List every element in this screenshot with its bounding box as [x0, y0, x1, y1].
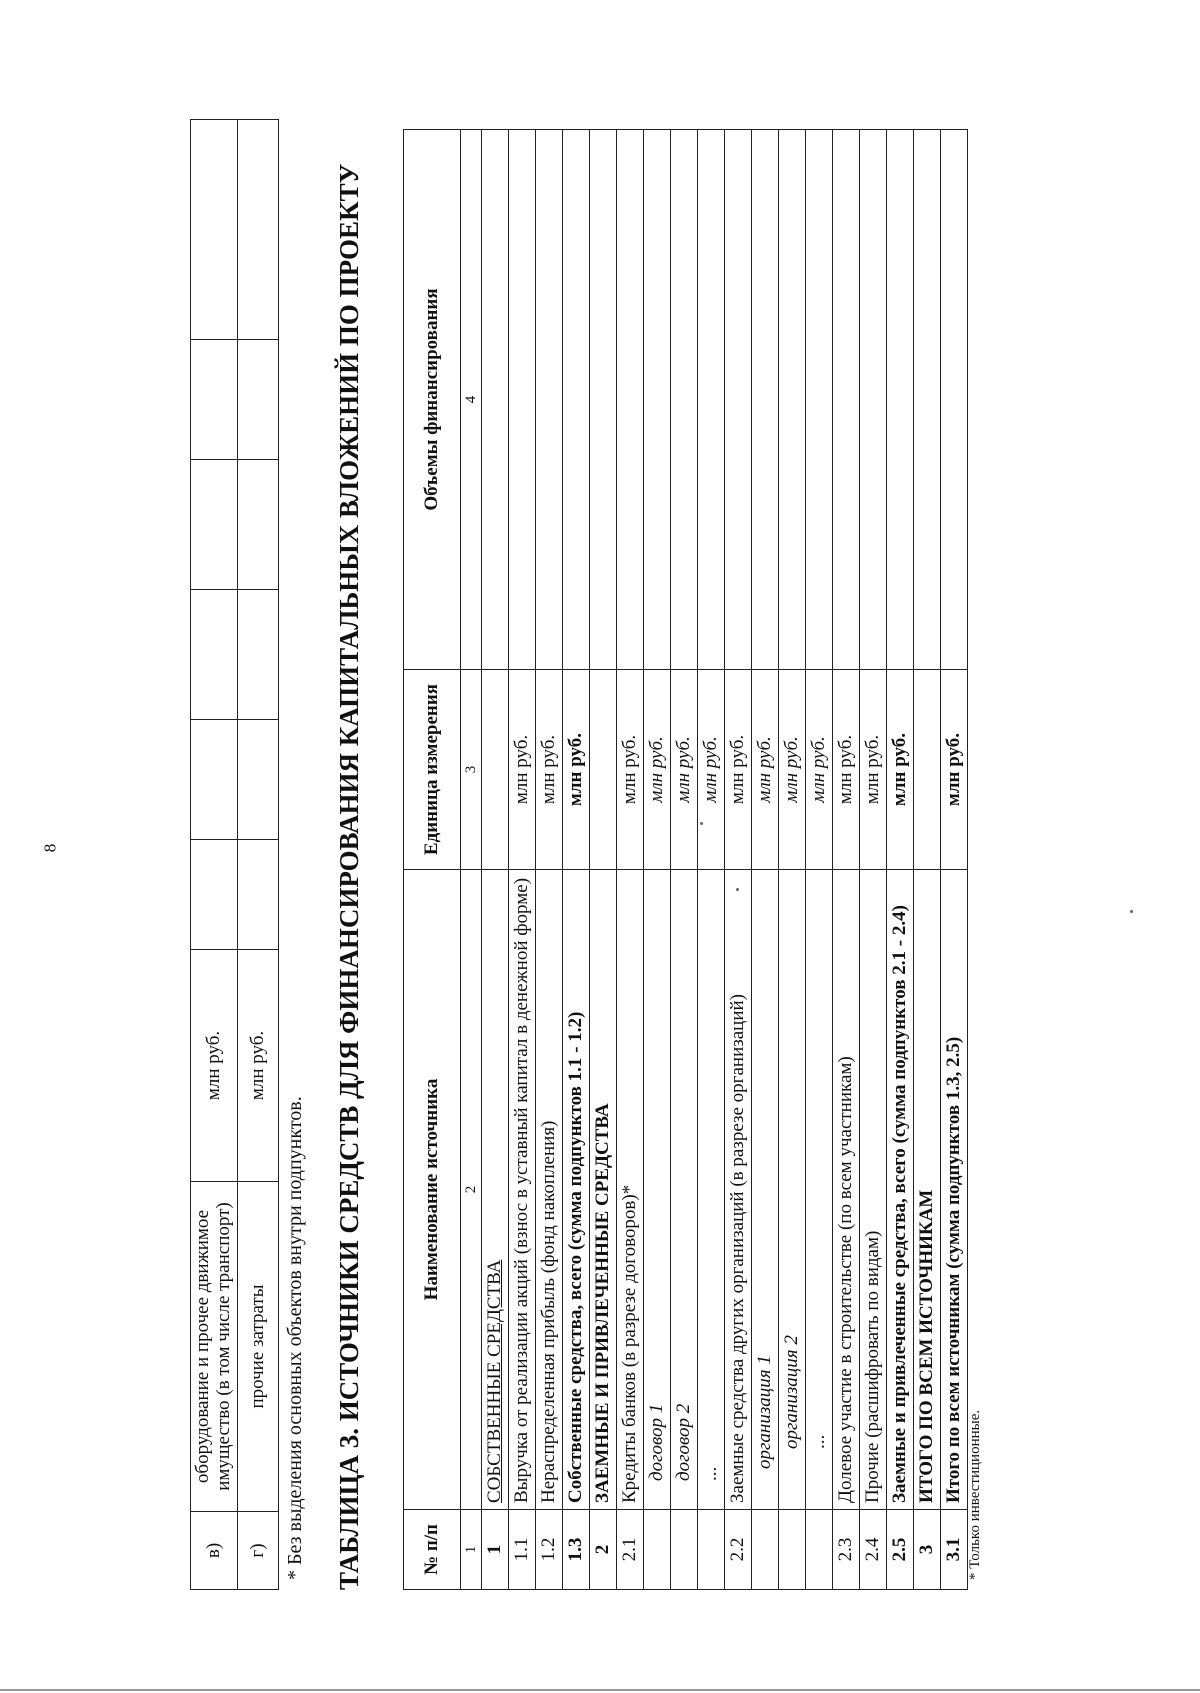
- empty-cell: [238, 590, 279, 720]
- row-name: Долевое участие в строительстве (по всем участникам): [833, 870, 860, 1510]
- empty-cell: [191, 120, 238, 340]
- row-number: 2.1: [617, 1510, 644, 1590]
- scan-dot: [1130, 910, 1133, 913]
- row-number: 2: [590, 1510, 617, 1590]
- row-volume: [860, 130, 887, 670]
- footnote-table-2: * Без выделения основных объектов внутри подпунктов.: [284, 1096, 306, 1580]
- row-unit: млн руб.: [191, 950, 238, 1182]
- row-unit: млн руб.: [860, 670, 887, 870]
- row-number: 1.2: [536, 1510, 563, 1590]
- row-unit: млн руб.: [563, 670, 590, 870]
- table-row: [833, 130, 860, 1590]
- table-row: [671, 130, 698, 1590]
- row-volume: [779, 130, 806, 670]
- empty-cell: [191, 460, 238, 590]
- row-unit: [914, 670, 941, 870]
- row-unit: млн руб.: [806, 670, 833, 870]
- row-unit: [590, 670, 617, 870]
- row-volume: [941, 130, 968, 670]
- table-row: [563, 130, 590, 1590]
- row-volume: [644, 130, 671, 670]
- row-number: 2.4: [860, 1510, 887, 1590]
- empty-cell: [238, 460, 279, 590]
- row-volume: [509, 130, 536, 670]
- row-number: 3: [914, 1510, 941, 1590]
- row-number: 2.5: [887, 1510, 914, 1590]
- row-number: [698, 1510, 725, 1590]
- row-number: [806, 1510, 833, 1590]
- row-name: договор 1: [644, 870, 671, 1510]
- empty-cell: [238, 340, 279, 460]
- table-row: [590, 130, 617, 1590]
- table-row: [644, 130, 671, 1590]
- row-name: прочие затраты: [238, 1182, 279, 1512]
- row-name: организация 2: [779, 870, 806, 1510]
- row-unit: млн руб.: [941, 670, 968, 870]
- column-number: 3: [461, 670, 482, 870]
- row-number: 1.3: [563, 1510, 590, 1590]
- table-header-row: [404, 130, 461, 1590]
- row-name: Заемные и привлеченные средства, всего (сумма подпунктов 2.1 - 2.4): [887, 870, 914, 1510]
- page-bottom-edge: [0, 1689, 1200, 1691]
- row-number: 3.1: [941, 1510, 968, 1590]
- header-unit: Единица измерения: [404, 670, 461, 870]
- row-unit: млн руб.: [238, 950, 279, 1182]
- row-volume: [806, 130, 833, 670]
- row-unit: млн руб.: [779, 670, 806, 870]
- row-name: договор 2: [671, 870, 698, 1510]
- row-number: 2.2: [725, 1510, 752, 1590]
- row-number: 1.1: [509, 1510, 536, 1590]
- scan-dot: [700, 822, 703, 825]
- empty-cell: [238, 120, 279, 340]
- table-row: [806, 130, 833, 1590]
- row-unit: млн руб.: [887, 670, 914, 870]
- row-name: ...: [806, 870, 833, 1510]
- table-2-tail: [190, 119, 279, 1590]
- row-name: организация 1: [752, 870, 779, 1510]
- footnote-table-3: * Только инвестиционные.: [967, 1409, 983, 1580]
- row-number: [644, 1510, 671, 1590]
- row-name: ЗАЕМНЫЕ И ПРИВЛЕЧЕННЫЕ СРЕДСТВА: [590, 870, 617, 1510]
- row-volume: [617, 130, 644, 670]
- row-name: оборудование и прочее движимое имущество (в том числе транспорт): [191, 1182, 238, 1512]
- table-row: [536, 130, 563, 1590]
- table-row: [914, 130, 941, 1590]
- row-unit: млн руб.: [644, 670, 671, 870]
- row-name: Собственные средства, всего (сумма подпунктов 1.1 - 1.2): [563, 870, 590, 1510]
- empty-cell: [238, 720, 279, 840]
- row-name: СОБСТВЕННЫЕ СРЕДСТВА: [482, 870, 509, 1510]
- row-name: Итого по всем источникам (сумма подпунктов 1.3, 2.5): [941, 870, 968, 1510]
- row-name: ...: [698, 870, 725, 1510]
- table-row: [191, 120, 238, 1590]
- row-volume: [725, 130, 752, 670]
- row-name: Кредиты банков (в разрезе договоров)*: [617, 870, 644, 1510]
- row-unit: млн руб.: [617, 670, 644, 870]
- row-volume: [887, 130, 914, 670]
- row-volume: [914, 130, 941, 670]
- rotated-content: [150, 120, 1030, 1650]
- row-number: г): [238, 1512, 279, 1590]
- row-name: Выручка от реализации акций (взнос в уставный капитал в денежной форме): [509, 870, 536, 1510]
- header-name: Наименование источника: [404, 870, 461, 1510]
- row-unit: млн руб.: [509, 670, 536, 870]
- row-volume: [590, 130, 617, 670]
- table-row: [509, 130, 536, 1590]
- row-unit: млн руб.: [671, 670, 698, 870]
- row-name: ИТОГО ПО ВСЕМ ИСТОЧНИКАМ: [914, 870, 941, 1510]
- row-volume: [752, 130, 779, 670]
- table-row: [698, 130, 725, 1590]
- table-row: [779, 130, 806, 1590]
- row-volume: [482, 130, 509, 670]
- empty-cell: [191, 590, 238, 720]
- column-number: 4: [461, 130, 482, 670]
- empty-cell: [238, 840, 279, 950]
- row-number: [671, 1510, 698, 1590]
- row-number: 2.3: [833, 1510, 860, 1590]
- row-unit: млн руб.: [698, 670, 725, 870]
- empty-cell: [191, 720, 238, 840]
- table-row: [617, 130, 644, 1590]
- table-row: [887, 130, 914, 1590]
- row-volume: [671, 130, 698, 670]
- row-unit: млн руб.: [536, 670, 563, 870]
- table-row: [752, 130, 779, 1590]
- column-number: 2: [461, 870, 482, 1510]
- row-name: Заемные средства других организаций (в разрезе организаций): [725, 870, 752, 1510]
- column-number: 1: [461, 1510, 482, 1590]
- table-row: [238, 120, 279, 1590]
- row-name: Прочие (расшифровать по видам): [860, 870, 887, 1510]
- table-3-title: ТАБЛИЦА 3. ИСТОЧНИКИ СРЕДСТВ ДЛЯ ФИНАНСИРОВАНИЯ КАПИТАЛЬНЫХ ВЛОЖЕНИЙ ПО ПРОЕКТУ: [334, 163, 364, 1590]
- table-3: [403, 129, 968, 1590]
- row-unit: млн руб.: [833, 670, 860, 870]
- empty-cell: [191, 840, 238, 950]
- row-unit: млн руб.: [725, 670, 752, 870]
- row-volume: [536, 130, 563, 670]
- row-unit: млн руб.: [752, 670, 779, 870]
- row-number: 1: [482, 1510, 509, 1590]
- row-number: в): [191, 1512, 238, 1590]
- row-name: Нераспределенная прибыль (фонд накопления): [536, 870, 563, 1510]
- table-row: [725, 130, 752, 1590]
- table-row: [482, 130, 509, 1590]
- row-number: [752, 1510, 779, 1590]
- row-volume: [563, 130, 590, 670]
- scan-dot: [736, 888, 739, 891]
- row-unit: [482, 670, 509, 870]
- table-row: [941, 130, 968, 1590]
- row-volume: [833, 130, 860, 670]
- row-volume: [698, 130, 725, 670]
- header-num: № п/п: [404, 1510, 461, 1590]
- header-volume: Объемы финансирования: [404, 130, 461, 670]
- table-row: [860, 130, 887, 1590]
- row-number: [779, 1510, 806, 1590]
- page-number: 8: [40, 843, 59, 853]
- empty-cell: [191, 340, 238, 460]
- table-column-numbers-row: [461, 130, 482, 1590]
